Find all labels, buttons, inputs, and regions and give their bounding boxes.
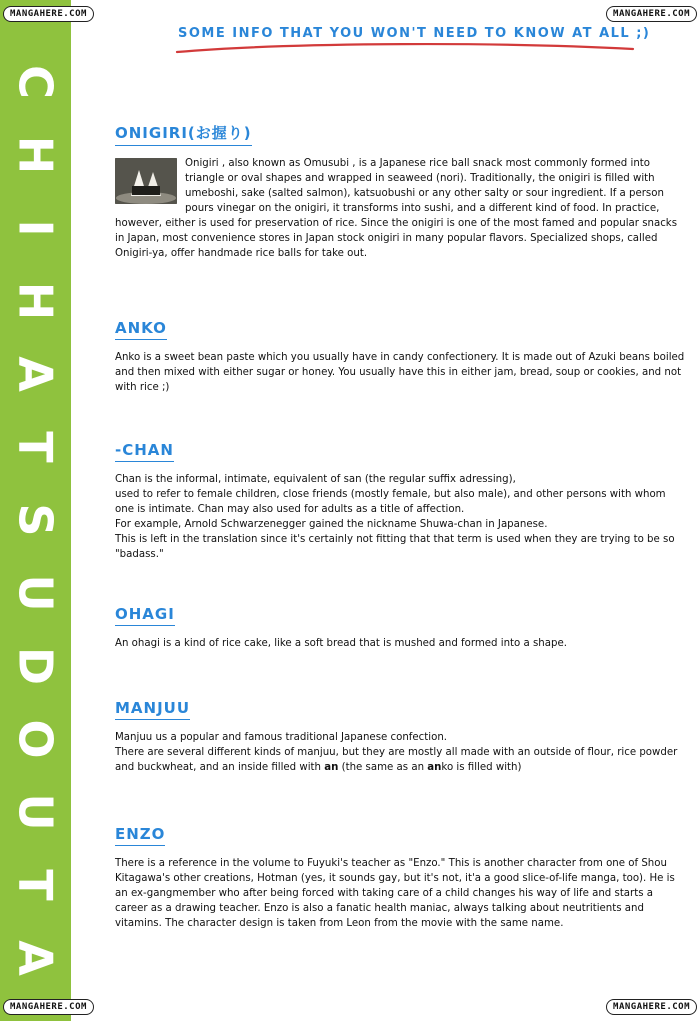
section-onigiri (115, 122, 685, 261)
section-title: MANJUU (115, 699, 190, 720)
section-title: ANKO (115, 319, 167, 340)
sidebar-letter: H (8, 281, 63, 321)
sidebar-letter: T (8, 869, 63, 901)
section-title: -CHAN (115, 441, 174, 462)
sidebar-letter: U (8, 574, 63, 612)
section-title: ENZO (115, 825, 165, 846)
section-ohagi (115, 604, 685, 651)
watermark-bottom-left: MANGAHERE.COM (3, 999, 94, 1015)
sidebar-letter: O (8, 719, 63, 759)
section-body: There is a reference in the volume to Fuyuki's teacher as "Enzo." This is another character from one of Shou Kitagawa's other creations, Hotman (yes, it sounds gay, but it's not, it'a a good slice-of-life manga, too). He is an ex-gangmember who after being forced with taking care of a child changes his way of life and starts a career as a drawing teacher. Enzo is also a fanatic health maniac, always talking about neutritients and vitamins. The character design is taken from Leon from the movie with the same name. (115, 858, 675, 929)
section-body: Chan is the informal, intimate, equivalent of san (the regular suffix adressing), used to refer to female children, close friends (mostly female, but also male), and other persons with whom one is intimate. Chan may also used for adults as a title of affection. For example, Arnold Schwarzenegger gained the nickname Shuwa-chan in Japanese. This is left in the translation since it's certainly not fitting that that term is used when they are trying to be so "badass." (115, 474, 675, 560)
title-sidebar (0, 0, 71, 1021)
body-text: ko is filled with) (441, 762, 522, 773)
watermark-bottom-right: MANGAHERE.COM (606, 999, 697, 1015)
bold-term: an (324, 762, 339, 773)
section-title: ONIGIRI(お握り) (115, 122, 252, 146)
section-body: An ohagi is a kind of rice cake, like a soft bread that is mushed and formed into a shape. (115, 638, 567, 649)
page-header: SOME INFO THAT YOU WON'T NEED TO KNOW AT ALL ;) (178, 26, 651, 41)
section-title: OHAGI (115, 605, 175, 626)
sidebar-letter: A (8, 940, 63, 976)
onigiri-illustration (115, 158, 177, 204)
sidebar-title (0, 55, 71, 985)
bold-term: an (427, 762, 442, 773)
section-manjuu (115, 698, 685, 775)
section-chan (115, 440, 685, 562)
onigiri-photo (115, 158, 177, 204)
section-anko (115, 318, 685, 395)
sidebar-letter: C (8, 65, 63, 99)
body-text: (the same as an (338, 762, 428, 773)
section-body (115, 730, 685, 775)
watermark-top-left: MANGAHERE.COM (3, 6, 94, 22)
section-body: Anko is a sweet bean paste which you usually have in candy confectionery. It is made out of Azuki beans boiled and then mixed with either sugar or honey. You usually have this in either jam, bread, soup or cookies, and not with rice ;) (115, 352, 685, 393)
sidebar-letter: T (8, 431, 63, 463)
body-text: Manjuu us a popular and famous traditional Japanese confection. There are several different kinds of manjuu, but they are mostly all made with an outside of flour, rice powder and buckwheat, and an inside filled with (115, 732, 678, 773)
watermark-top-right: MANGAHERE.COM (606, 6, 697, 22)
sidebar-letter: A (8, 356, 63, 392)
sidebar-letter: S (8, 503, 63, 537)
section-enzo (115, 824, 685, 931)
sidebar-letter: D (8, 646, 63, 686)
sidebar-letter: U (8, 793, 63, 831)
sidebar-letter: H (8, 135, 63, 175)
sidebar-letter: I (8, 219, 63, 237)
section-body: Onigiri , also known as Omusubi , is a Japanese rice ball snack most commonly formed into triangle or oval shapes and wrapped in seaweed (nori). Traditionally, the onigiri is filled with umeboshi, sake (salted salmon), katsuobushi or any other salty or sour ingredient. If a person pours vinegar on the onigiri, it transforms into sushi, and a different kind of food. In practice, however, either is used for preservation of rice. Since the onigiri is one of the most famed and popular snacks in Japan, most convenience stores in Japan stock onigiri in many popular flavors. Specialized shops, called Onigiri-ya, offer handmade rice balls for take out. (115, 158, 678, 259)
header-underline (175, 40, 635, 56)
